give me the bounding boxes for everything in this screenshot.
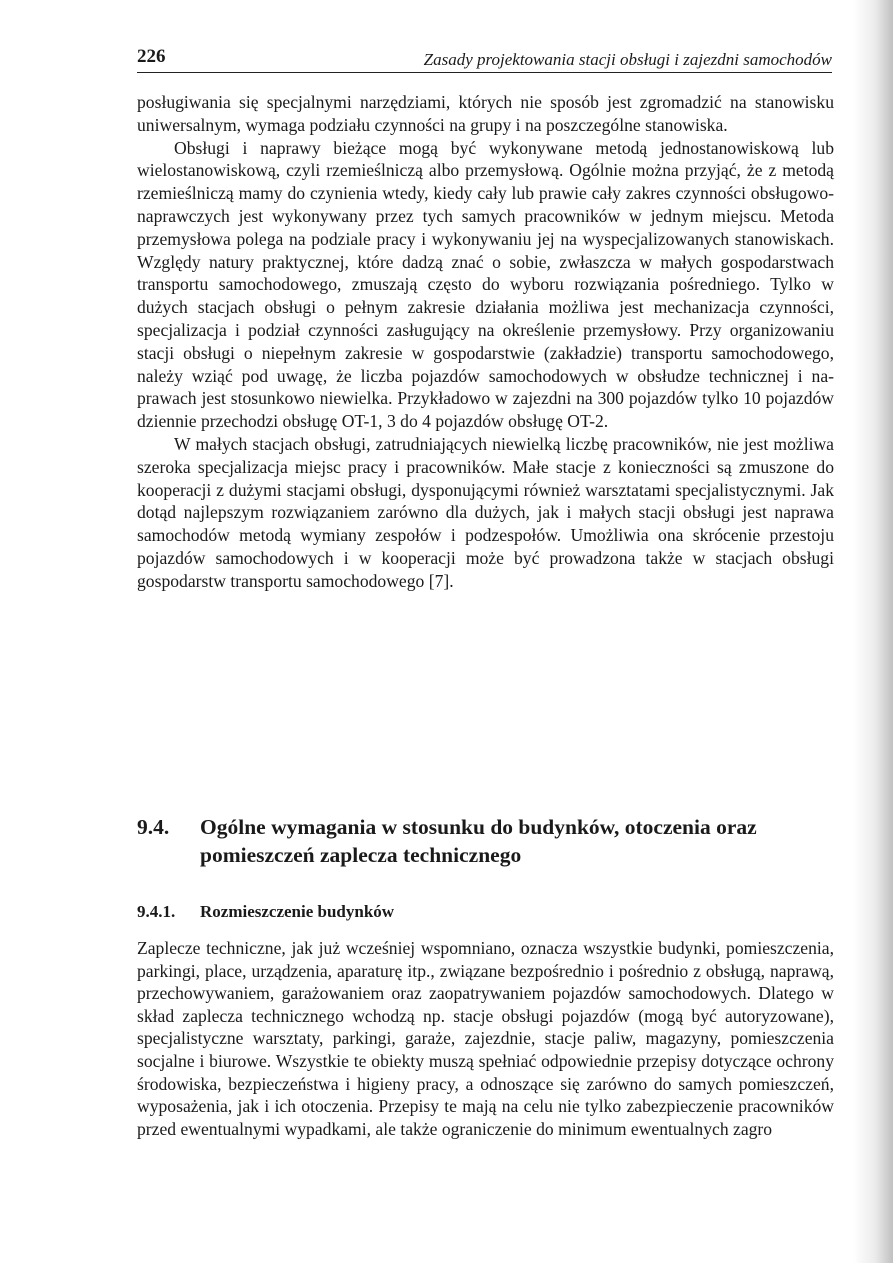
subsection-title: Rozmieszczenie budynków: [200, 902, 395, 921]
page-header: [137, 44, 832, 73]
paragraph-continued: posługiwania się specjalnymi narzędziami, których nie sposób jest zgromadzić na stanowisku uniwersalnym, wymaga podziału czynności na grupy i na poszczególne stanowiska.: [137, 92, 834, 135]
paragraph: W małych stacjach obsługi, zatrudniających niewielką liczbę pracowników, nie jest możliwa szeroka specjalizacja miejsc pracy i pracowników. Małe stacje z konieczności są zmuszone do kooperacji z dużymi stacjami obsługi, dysponującymi również warsztatami specjalistycznymi. Jak dotąd najlepszym rozwiązaniem zarówno dla dużych, jak i małych stacji obsługi jest naprawa samochodów metodą wymiany zespołów i podzespołów. Umożliwia ona skrócenie przestoju pojazdów samochodowych i w kooperacji może być prowadzona także w stacjach obsługi gospodarstw transportu samochodowego [7].: [137, 433, 834, 591]
page-number: 226: [137, 46, 166, 67]
section-number: 9.4.: [137, 815, 170, 839]
page-edge-shadow: [853, 0, 893, 1263]
body-text: [137, 91, 834, 593]
subsection-number: 9.4.1.: [137, 902, 176, 921]
running-title: Zasady projektowania stacji obsługi i zajezdni samochodów: [423, 50, 832, 69]
subsection-heading: [137, 901, 834, 923]
section-title: Ogólne wymagania w stosunku do budynków, otoczenia oraz pomieszczeń zaplecza technicznego: [200, 815, 757, 867]
section-text: [137, 937, 834, 1140]
section-heading: [137, 813, 834, 869]
paragraph: Obsługi i naprawy bieżące mogą być wykonywane metodą jednostanowiskową lub wielostanowiskową, czyli rzemieślniczą albo przemysłową. Ogólnie można przyjąć, że z metodą rzemieślniczą mamy do czynienia wtedy, kiedy cały lub prawie cały zakres czynności obsługowo-naprawczych jest wykonywany przez tych samych pracowników w jednym miejscu. Metoda przemysłowa polega na podziale pracy i wykonywaniu jej na wyspecjalizowanych stanowiskach. Względy natury praktycznej, które dadzą znać o sobie, zwłaszcza w małych gospodarstwach transportu samochodowego, zmuszają często do wyboru rozwiązania pośredniego. Tylko w dużych stacjach obsługi o pełnym zakresie działania możliwa jest mechanizacja czynności, specjalizacja i podział czynności zasługujący na określenie przemysłowy. Przy organizowaniu stacji obsługi o niepełnym zakresie w gospodarstwie (zakładzie) transportu samochodowego, należy wziąć pod uwagę, że liczba pojazdów samochodowych w obsłudze technicznej i naprawach jest stosunkowo niewielka. Przykładowo w zajezdni na 300 pojazdów tylko 10 pojazdów dziennie przechodzi obsługę OT-1, 3 do 4 pojazdów obsługę OT-2.: [137, 137, 834, 432]
paragraph: Zaplecze techniczne, jak już wcześniej wspomniano, oznacza wszystkie budynki, pomieszczenia, parkingi, place, urządzenia, aparaturę itp., związane bezpośrednio i pośrednio z obsługą, naprawą, przechowywaniem, garażowaniem oraz zaopatrywaniem pojazdów samochodowych. Dlatego w skład zaplecza technicznego wchodzą np. stacje obsługi pojazdów (mogą być autoryzowane), specjalistyczne warsztaty, parkingi, garaże, zajezdnie, stacje paliw, magazyny, pomieszczenia socjalne i biurowe. Wszystkie te obiekty muszą spełniać odpowiednie przepisy dotyczące ochrony środowiska, bezpieczeństwa i higieny pracy, a odnoszące się zarówno do samych pomieszczeń, wyposażenia, jak i ich otoczenia. Przepisy te mają na celu nie tylko zabezpieczenie pracowników przed ewentualnymi wypadkami, ale także ograniczenie do minimum ewentualnych zagro: [137, 938, 834, 1139]
